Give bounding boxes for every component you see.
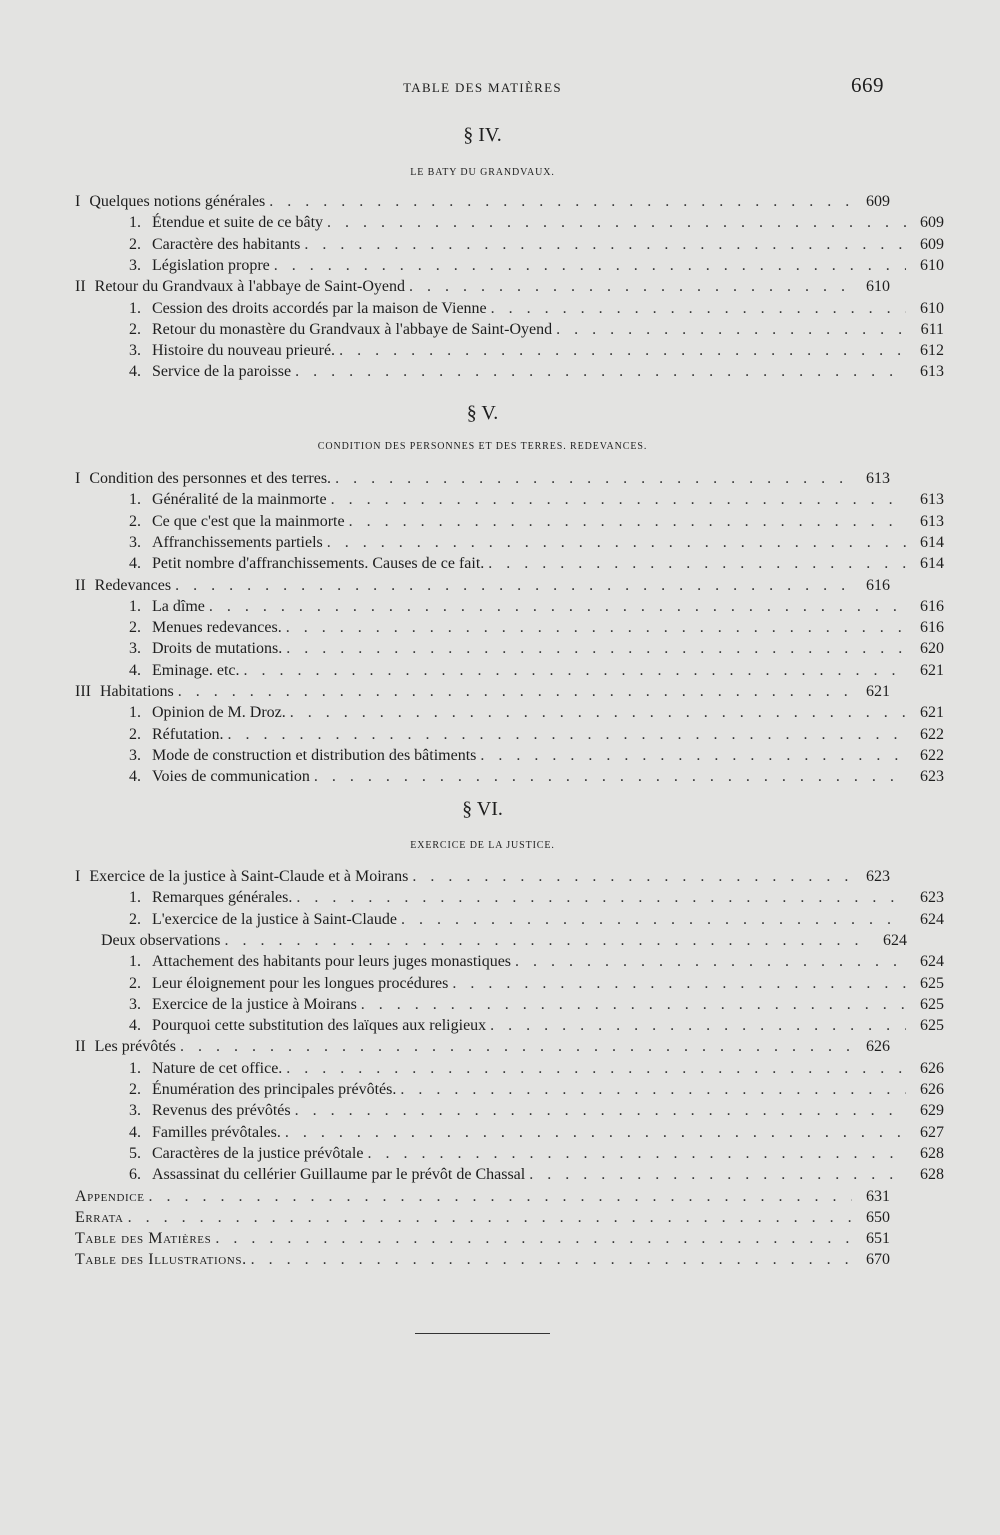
toc-entry-page: 670	[866, 1251, 890, 1269]
dot-leader	[244, 660, 906, 681]
toc-entry[interactable]	[75, 1100, 944, 1121]
section-subtitle: EXERCICE DE LA JUSTICE.	[410, 840, 555, 851]
toc-entry-title: Législation propre	[152, 256, 270, 274]
dot-leader	[412, 866, 852, 887]
toc-entry-title: L'exercice de la justice à Saint-Claude	[152, 910, 397, 928]
dot-leader	[515, 951, 906, 972]
toc-entry-page: 616	[866, 576, 890, 594]
toc-entry-number: 1.	[129, 889, 141, 907]
dot-leader	[274, 255, 906, 276]
dot-leader	[286, 617, 906, 638]
toc-entry[interactable]	[75, 596, 944, 617]
toc-entry-number: 3.	[129, 1102, 141, 1120]
toc-entry-number: I	[75, 193, 81, 210]
toc-entry-title: Retour du Grandvaux à l'abbaye de Saint-Oyend	[94, 278, 405, 296]
toc-entry-page: 650	[866, 1208, 890, 1226]
toc-entry[interactable]	[75, 724, 944, 745]
toc-entry-title: Les prévôtés	[94, 1038, 176, 1056]
toc-entry-page: 610	[920, 256, 944, 274]
toc-entry-page: 616	[920, 597, 944, 615]
toc-entry-title: Histoire du nouveau prieuré.	[152, 342, 336, 360]
dot-leader	[335, 468, 852, 489]
toc-appendix-entry[interactable]	[75, 1207, 890, 1228]
toc-entry-title: Deux observations	[101, 931, 221, 949]
toc-entry-number: 4.	[129, 1017, 141, 1035]
toc-entry-title: Réfutation.	[152, 725, 224, 743]
dot-leader	[175, 575, 852, 596]
toc-entry-title: Table des Illustrations.	[75, 1251, 247, 1269]
toc-entry[interactable]	[75, 532, 944, 553]
toc-entry-page: 613	[920, 363, 944, 381]
toc-entry-page: 629	[920, 1102, 944, 1120]
toc-entry-number: 3.	[129, 342, 141, 360]
dot-leader	[331, 489, 906, 510]
toc-entry-title: Exercice de la justice à Saint-Claude et à Moirans	[89, 868, 409, 885]
toc-entry-page: 613	[920, 491, 944, 509]
toc-entry-title: Habitations	[99, 683, 174, 700]
toc-entry-title: Exercice de la justice à Moirans	[152, 995, 357, 1013]
toc-entry-title: Retour du monastère du Grandvaux à l'abbaye de Saint-Oyend	[152, 320, 553, 338]
toc-entry-title: Appendice	[75, 1187, 145, 1205]
toc-entry-number: 4.	[129, 363, 141, 381]
toc-entry-page: 622	[920, 746, 944, 764]
toc-entry-page: 624	[920, 953, 944, 971]
toc-entry[interactable]	[75, 951, 944, 972]
toc-entry-title: Redevances	[94, 576, 172, 594]
toc-entry-page: 621	[866, 683, 890, 700]
toc-entry[interactable]	[75, 1036, 890, 1057]
toc-entry-page: 610	[866, 278, 890, 296]
toc-entry[interactable]	[75, 1015, 944, 1036]
toc-entry[interactable]	[75, 660, 944, 681]
dot-leader	[480, 745, 906, 766]
toc-entry[interactable]	[75, 234, 944, 255]
toc-entry-number: I	[75, 470, 81, 487]
dot-leader	[269, 191, 852, 212]
toc-entry-title: Étendue et suite de ce bâty	[152, 214, 324, 232]
dot-leader	[180, 1036, 852, 1057]
toc-entry-title: Ce que c'est que la mainmorte	[152, 512, 345, 530]
toc-entry-number: 2.	[129, 910, 141, 928]
page-number: 669	[851, 73, 884, 97]
toc-entry-page: 623	[920, 768, 944, 786]
dot-leader	[349, 511, 906, 532]
section-heading: § V.	[466, 402, 499, 424]
toc-entry[interactable]	[75, 887, 944, 908]
toc-entry-title: Affranchissements partiels	[152, 533, 323, 551]
toc-entry-page: 628	[920, 1144, 944, 1162]
toc-entry-page: 622	[920, 725, 944, 743]
dot-leader	[490, 1015, 906, 1036]
dot-leader	[400, 1079, 906, 1100]
toc-entry[interactable]	[75, 1143, 944, 1164]
toc-entry-title: Leur éloignement pour les longues procédures	[152, 974, 449, 992]
dot-leader	[361, 994, 906, 1015]
dot-leader	[401, 909, 906, 930]
toc-entry-title: Pourquoi cette substitution des laïques aux religieux	[152, 1017, 487, 1035]
dot-leader	[149, 1186, 852, 1207]
toc-entry-title: Petit nombre d'affranchissements. Causes de ce fait.	[152, 555, 485, 573]
dot-leader	[327, 212, 906, 233]
toc-entry-title: Caractère des habitants	[152, 235, 301, 253]
dot-leader	[529, 1164, 906, 1185]
toc-entry-title: Revenus des prévôtés	[152, 1102, 291, 1120]
running-title: TABLE DES MATIÈRES	[403, 80, 562, 95]
toc-entry[interactable]	[75, 745, 944, 766]
toc-entry-number: 2.	[129, 235, 141, 253]
toc-entry-number: 4.	[129, 555, 141, 573]
toc-entry-number: 4.	[129, 768, 141, 786]
dot-leader	[491, 298, 906, 319]
toc-entry-number: 1.	[129, 953, 141, 971]
section-subtitle: CONDITION DES PERSONNES ET DES TERRES. REDEVANCES.	[317, 441, 648, 452]
toc-entry-number: 4.	[129, 661, 141, 679]
section-subtitle: LE BATY DU GRANDVAUX.	[410, 167, 555, 178]
toc-entry-title: Table des Matières	[75, 1230, 212, 1248]
toc-entry[interactable]	[75, 702, 944, 723]
dot-leader	[304, 234, 906, 255]
toc-entry-number: 3.	[129, 640, 141, 658]
dot-leader	[128, 1207, 852, 1228]
toc-entry-number: 2.	[129, 725, 141, 743]
toc-entry-page: 624	[883, 931, 907, 949]
toc-entry-number: 3.	[129, 533, 141, 551]
toc-entry[interactable]	[75, 553, 944, 574]
toc-entry-page: 623	[866, 868, 890, 885]
toc-entry-page: 616	[920, 619, 944, 637]
toc-entry[interactable]	[75, 255, 944, 276]
toc-entry-number: 2.	[129, 320, 141, 338]
toc-entry[interactable]	[75, 973, 944, 994]
toc-entry-number: 5.	[129, 1144, 141, 1162]
dot-leader	[251, 1249, 852, 1270]
dot-leader	[327, 532, 906, 553]
toc-appendix-entry[interactable]	[75, 1228, 890, 1249]
toc-entry-page: 609	[920, 235, 944, 253]
toc-entry-number: 2.	[129, 974, 141, 992]
toc-entry-page: 613	[920, 512, 944, 530]
toc-entry-title: Droits de mutations.	[152, 640, 283, 658]
dot-leader	[314, 766, 906, 787]
toc-entry-page: 626	[920, 1059, 944, 1077]
toc-entry-number: 2.	[129, 512, 141, 530]
toc-entry-title: Service de la paroisse	[152, 363, 292, 381]
toc-entry[interactable]	[75, 638, 944, 659]
toc-entry-page: 609	[920, 214, 944, 232]
toc-entry-number: III	[75, 683, 91, 700]
toc-entry-page: 610	[920, 299, 944, 317]
dot-leader	[286, 638, 906, 659]
toc-entry-page: 628	[920, 1166, 944, 1184]
toc-entry-number: 4.	[129, 1123, 141, 1141]
toc-entry-number: 2.	[129, 1081, 141, 1098]
toc-entry-number: 1.	[129, 597, 141, 615]
toc-entry[interactable]	[75, 1058, 944, 1079]
dot-leader	[367, 1143, 906, 1164]
toc-entry-number: 1.	[129, 491, 141, 509]
dot-leader	[215, 1228, 852, 1249]
toc-entry-number: 3.	[129, 995, 141, 1013]
toc-entry-page: 614	[920, 533, 944, 551]
dot-leader	[296, 887, 906, 908]
toc-entry-title: Énumération des principales prévôtés.	[152, 1081, 397, 1098]
toc-entry-page: 614	[920, 555, 944, 573]
dot-leader	[295, 1100, 906, 1121]
toc-entry[interactable]	[75, 575, 890, 596]
toc-entry[interactable]	[75, 276, 890, 297]
dot-leader	[286, 1058, 906, 1079]
toc-entry[interactable]	[75, 191, 890, 212]
toc-entry[interactable]	[75, 1164, 944, 1185]
dot-leader	[295, 361, 906, 382]
toc-entry[interactable]	[75, 681, 890, 702]
toc-entry-number: II	[75, 278, 86, 296]
section-heading: § VI.	[462, 798, 503, 820]
toc-entry[interactable]	[75, 866, 890, 887]
toc-entry-title: Condition des personnes et des terres.	[89, 470, 332, 487]
toc-entry-number: I	[75, 868, 81, 885]
toc-entry[interactable]	[75, 212, 944, 233]
toc-entry-title: Caractères de la justice prévôtale	[152, 1144, 364, 1162]
dot-leader	[556, 319, 906, 340]
toc-entry[interactable]	[75, 319, 944, 340]
toc-entry-title: Assassinat du cellérier Guillaume par le prévôt de Chassal	[152, 1166, 526, 1184]
dot-leader	[409, 276, 852, 297]
toc-entry-page: 621	[920, 661, 944, 679]
toc-entry-page: 625	[920, 1017, 944, 1035]
toc-entry-page: 624	[920, 910, 944, 928]
toc-entry-page: 609	[866, 193, 890, 210]
toc-entry-page: 620	[920, 640, 944, 658]
toc-entry-title: Nature de cet office.	[152, 1059, 283, 1077]
toc-entry-title: Quelques notions générales	[89, 193, 266, 210]
toc-entry[interactable]	[75, 511, 944, 532]
toc-entry-title: Voies de communication	[152, 768, 310, 786]
toc-entry-number: 1.	[129, 214, 141, 232]
dot-leader	[290, 702, 906, 723]
toc-entry-page: 631	[866, 1187, 890, 1205]
toc-entry-page: 612	[920, 342, 944, 360]
toc-entry-title: Eminage. etc.	[152, 661, 240, 679]
toc-entry[interactable]	[75, 298, 944, 319]
dot-leader	[225, 930, 869, 951]
toc-entry-page: 621	[920, 704, 944, 722]
toc-entry-number: 3.	[129, 256, 141, 274]
toc-entry-title: Opinion de M. Droz.	[152, 704, 286, 722]
toc-entry-number: II	[75, 1038, 86, 1056]
toc-entry-title: Attachement des habitants pour leurs juges monastiques	[152, 953, 512, 971]
section-heading: § IV.	[463, 124, 502, 146]
toc-entry-number: 2.	[129, 619, 141, 637]
toc-appendix-entry[interactable]	[75, 1249, 890, 1270]
toc-entry-title: Remarques générales.	[152, 889, 293, 907]
toc-entry-page: 625	[920, 995, 944, 1013]
toc-entry-number: 1.	[129, 704, 141, 722]
toc-entry-number: 1.	[129, 299, 141, 317]
toc-entry[interactable]	[75, 766, 944, 787]
toc-entry-title: Cession des droits accordés par la maison de Vienne	[152, 299, 487, 317]
dot-leader	[339, 340, 906, 361]
toc-entry[interactable]	[75, 340, 944, 361]
dot-leader	[209, 596, 906, 617]
closing-rule	[415, 1333, 550, 1334]
toc-entry-page: 651	[866, 1230, 890, 1248]
toc-entry-number: 3.	[129, 746, 141, 764]
toc-entry-page: 626	[920, 1081, 944, 1098]
toc-entry-title: Familles prévôtales.	[152, 1123, 281, 1141]
toc-entry[interactable]	[75, 1079, 944, 1100]
toc-entry[interactable]	[75, 1122, 944, 1143]
dot-leader	[488, 553, 906, 574]
dot-leader	[285, 1122, 906, 1143]
dot-leader	[452, 973, 906, 994]
toc-entry-page: 623	[920, 889, 944, 907]
toc-entry-page: 625	[920, 974, 944, 992]
toc-entry[interactable]	[75, 930, 907, 951]
toc-entry-page: 613	[866, 470, 890, 487]
toc-entry-number: 1.	[129, 1059, 141, 1077]
toc-entry-page: 611	[920, 320, 944, 338]
toc-entry-number: 6.	[129, 1166, 141, 1184]
toc-entry-page: 626	[866, 1038, 890, 1056]
toc-entry[interactable]	[75, 468, 890, 489]
toc-entry-title: Généralité de la mainmorte	[152, 491, 327, 509]
toc-entry-title: Errata	[75, 1208, 124, 1226]
toc-entry-number: II	[75, 576, 86, 594]
toc-entry[interactable]	[75, 617, 944, 638]
toc-entry[interactable]	[75, 489, 944, 510]
toc-entry-title: Mode de construction et distribution des bâtiments	[152, 746, 477, 764]
toc-entry-title: Menues redevances.	[152, 619, 282, 637]
dot-leader	[178, 681, 852, 702]
toc-appendix-entry[interactable]	[75, 1186, 890, 1207]
toc-entry[interactable]	[75, 909, 944, 930]
dot-leader	[228, 724, 906, 745]
toc-entry-title: La dîme	[152, 597, 205, 615]
toc-entry[interactable]	[75, 361, 944, 382]
toc-entry-page: 627	[920, 1123, 944, 1141]
toc-entry[interactable]	[75, 994, 944, 1015]
